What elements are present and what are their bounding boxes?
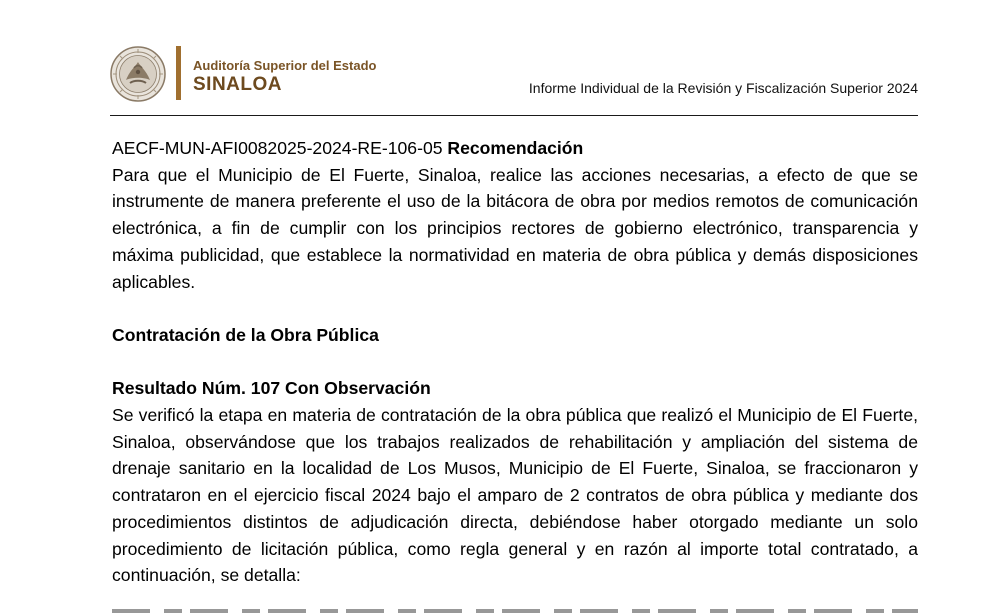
document-body [112, 135, 918, 589]
organization-state: SINALOA [193, 74, 282, 95]
report-title: Informe Individual de la Revisión y Fiscalización Superior 2024 [528, 80, 918, 96]
coat-of-arms-seal-icon [110, 46, 166, 102]
recommendation-code: AECF-MUN-AFI0082025-2024-RE-106-05 [112, 138, 443, 158]
document-header [110, 44, 918, 114]
paragraph-spacer [112, 349, 918, 376]
result-title: Resultado Núm. 107 Con Observación [112, 378, 431, 399]
recommendation-heading [112, 135, 918, 162]
result-body: Se verificó la etapa en materia de contratación de la obra pública que realizó el Municipio de El Fuerte, Sinaloa, observándose que los trabajos realizados de rehabilitación y ampliación del sistema de drenaje sanitario en la localidad de Los Musos, Municipio de El Fuerte, Sinaloa, se fraccionaron y contrataron en el ejercicio fiscal 2024 bajo el amparo de 2 contratos de obra pública y mediante dos procedimientos distintos de adjudicación directa, debiéndose haber otorgado mediante un solo procedimiento de licitación pública, como regla general y en razón al importe total contratado, a continuación, se detalla: [112, 405, 918, 586]
logo-divider-bar [176, 46, 181, 100]
cropped-next-line [112, 603, 918, 613]
section-title: Contratación de la Obra Pública [112, 324, 379, 345]
recommendation-body: Para que el Municipio de El Fuerte, Sinaloa, realice las acciones necesarias, a efecto de que se instrumente de manera preferente el uso de la bitácora de obra por medios remotos de comunicación electrónica, a fin de cumplir con los principios rectores de gobierno electrónico, transparencia y máxima publicidad, que establece la normatividad en materia de obra pública y demás disposiciones aplicables. [112, 164, 918, 292]
header-divider [110, 115, 918, 116]
organization-name: Auditoría Superior del Estado [193, 58, 377, 73]
recommendation-type: Recomendación [447, 138, 584, 158]
paragraph-spacer [112, 295, 918, 322]
